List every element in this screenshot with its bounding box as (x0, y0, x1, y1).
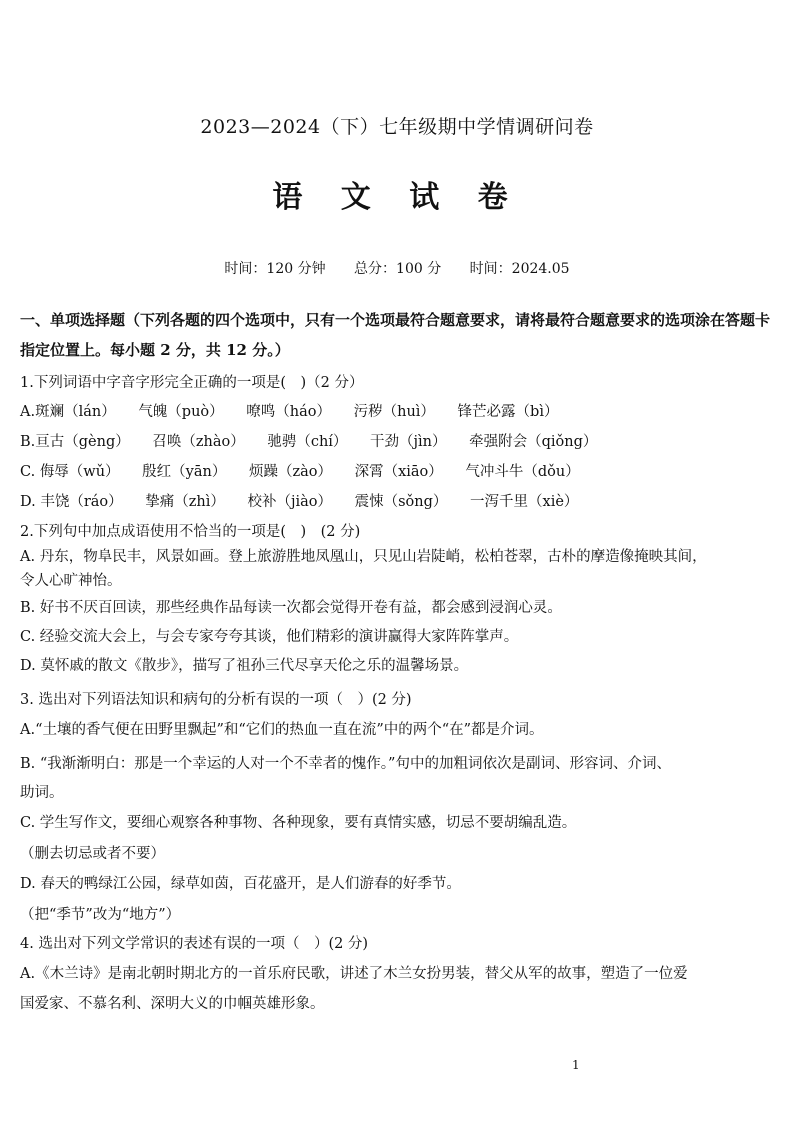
q3-option-a: A.“土壤的香气便在田野里飘起”和“它们的热血一直在流”中的两个“在”都是介词。 (20, 722, 544, 738)
q2-option-d: D. 莫怀戚的散文《散步》，描写了祖孙三代尽享天伦之乐的温馨场景。 (20, 658, 469, 674)
option-word: 殷红（yān） (142, 464, 227, 480)
option-word: 深霄（xiāo） (354, 464, 443, 480)
q3-option-d: D. 春天的鸭绿江公园，绿草如茵，百花盛开，是人们游春的好季节。 (20, 876, 461, 892)
option-word: D. 丰饶（ráo） (20, 494, 123, 510)
option-word: 驰骋（chí） (267, 434, 348, 450)
option-word: B.亘古（gèng） (20, 434, 130, 450)
q1-option-b (20, 430, 780, 454)
option-word: 一泻千里（xiè） (470, 494, 579, 510)
q1-option-a (20, 400, 780, 424)
q3-option-c-note: （删去切忌或者不要） (20, 846, 165, 862)
option-word: 校补（jiào） (247, 494, 332, 510)
q3-option-b: B. “我渐渐明白：那是一个幸运的人对一个不幸者的愧作。”句中的加粗词依次是副词、形容词、介词、 (20, 756, 671, 772)
q3-option-b-cont: 助词。 (20, 785, 64, 801)
q2-stem: 2.下列句中加点成语使用不恰当的一项是( ) (2 分) (20, 524, 361, 540)
exam-date-label: 时间：2024.05 (469, 261, 570, 277)
option-word: 召唤（zhào） (152, 434, 245, 450)
duration-label: 时间：120 分钟 (224, 261, 326, 277)
option-word: 震悚（sǒng） (354, 494, 448, 510)
exam-subject: 语 文 试 卷 (272, 180, 522, 215)
q3-option-c: C. 学生写作文，要细心观察各种事物、各种现象，要有真情实感，切忌不要胡编乱造。 (20, 815, 577, 831)
option-word: 烦躁（zào） (248, 464, 332, 480)
option-word: 嘹鸣（háo） (246, 404, 331, 420)
option-word: 污秽（huì） (353, 404, 435, 420)
option-word: 挚痛（zhì） (145, 494, 225, 510)
option-word: 气冲斗牛（dǒu） (465, 464, 580, 480)
q1-option-c (20, 460, 780, 484)
option-word: C. 侮辱（wǔ） (20, 464, 120, 480)
q1-option-d (20, 490, 780, 514)
q4-option-a: A.《木兰诗》是南北朝时期北方的一首乐府民歌，讲述了木兰女扮男装，替父从军的故事，塑造了一位爱 (20, 966, 688, 982)
option-word: 锋芒必露（bì） (457, 404, 559, 420)
option-word: 牵强附会（qiǒng） (469, 434, 598, 450)
option-word: 气魄（può） (138, 404, 224, 420)
q2-option-c: C. 经验交流大会上，与会专家夸夸其谈，他们精彩的演讲赢得大家阵阵掌声。 (20, 629, 519, 645)
exam-title: 2023—2024（下）七年级期中学情调研问卷 (200, 116, 594, 138)
q3-option-d-note: （把“季节”改为“地方”） (20, 907, 181, 923)
q4-option-a-cont: 国爱家、不慕名利、深明大义的巾帼英雄形象。 (20, 996, 325, 1012)
q2-option-a-cont: 令人心旷神怡。 (20, 573, 122, 589)
q1-stem: 1.下列词语中字音字形完全正确的一项是( )（2 分） (20, 375, 364, 391)
section-heading: 一、单项选择题（下列各题的四个选项中，只有一个选项最符合题意要求，请将最符合题意要求的选项涂在答题卡指定位置上。每小题 2 分，共 12 分。） (20, 311, 771, 359)
q3-stem: 3. 选出对下列语法知识和病句的分析有误的一项（ ）(2 分) (20, 692, 412, 708)
option-word: A.斑斓（lán） (20, 404, 116, 420)
total-score-label: 总分：100 分 (354, 261, 442, 277)
page-number: 1 (572, 1058, 580, 1072)
q2-option-a: A. 丹东，物阜民丰，风景如画。登上旅游胜地凤凰山，只见山岩陡峭，松柏苍翠，古朴的摩造像掩映其间， (20, 549, 707, 565)
option-word: 干劲（jìn） (370, 434, 447, 450)
exam-meta (0, 258, 794, 278)
q2-option-b: B. 好书不厌百回读，那些经典作品每读一次都会觉得开卷有益，都会感到浸润心灵。 (20, 600, 562, 616)
q4-stem: 4. 选出对下列文学常识的表述有误的一项（ ）(2 分) (20, 936, 369, 952)
